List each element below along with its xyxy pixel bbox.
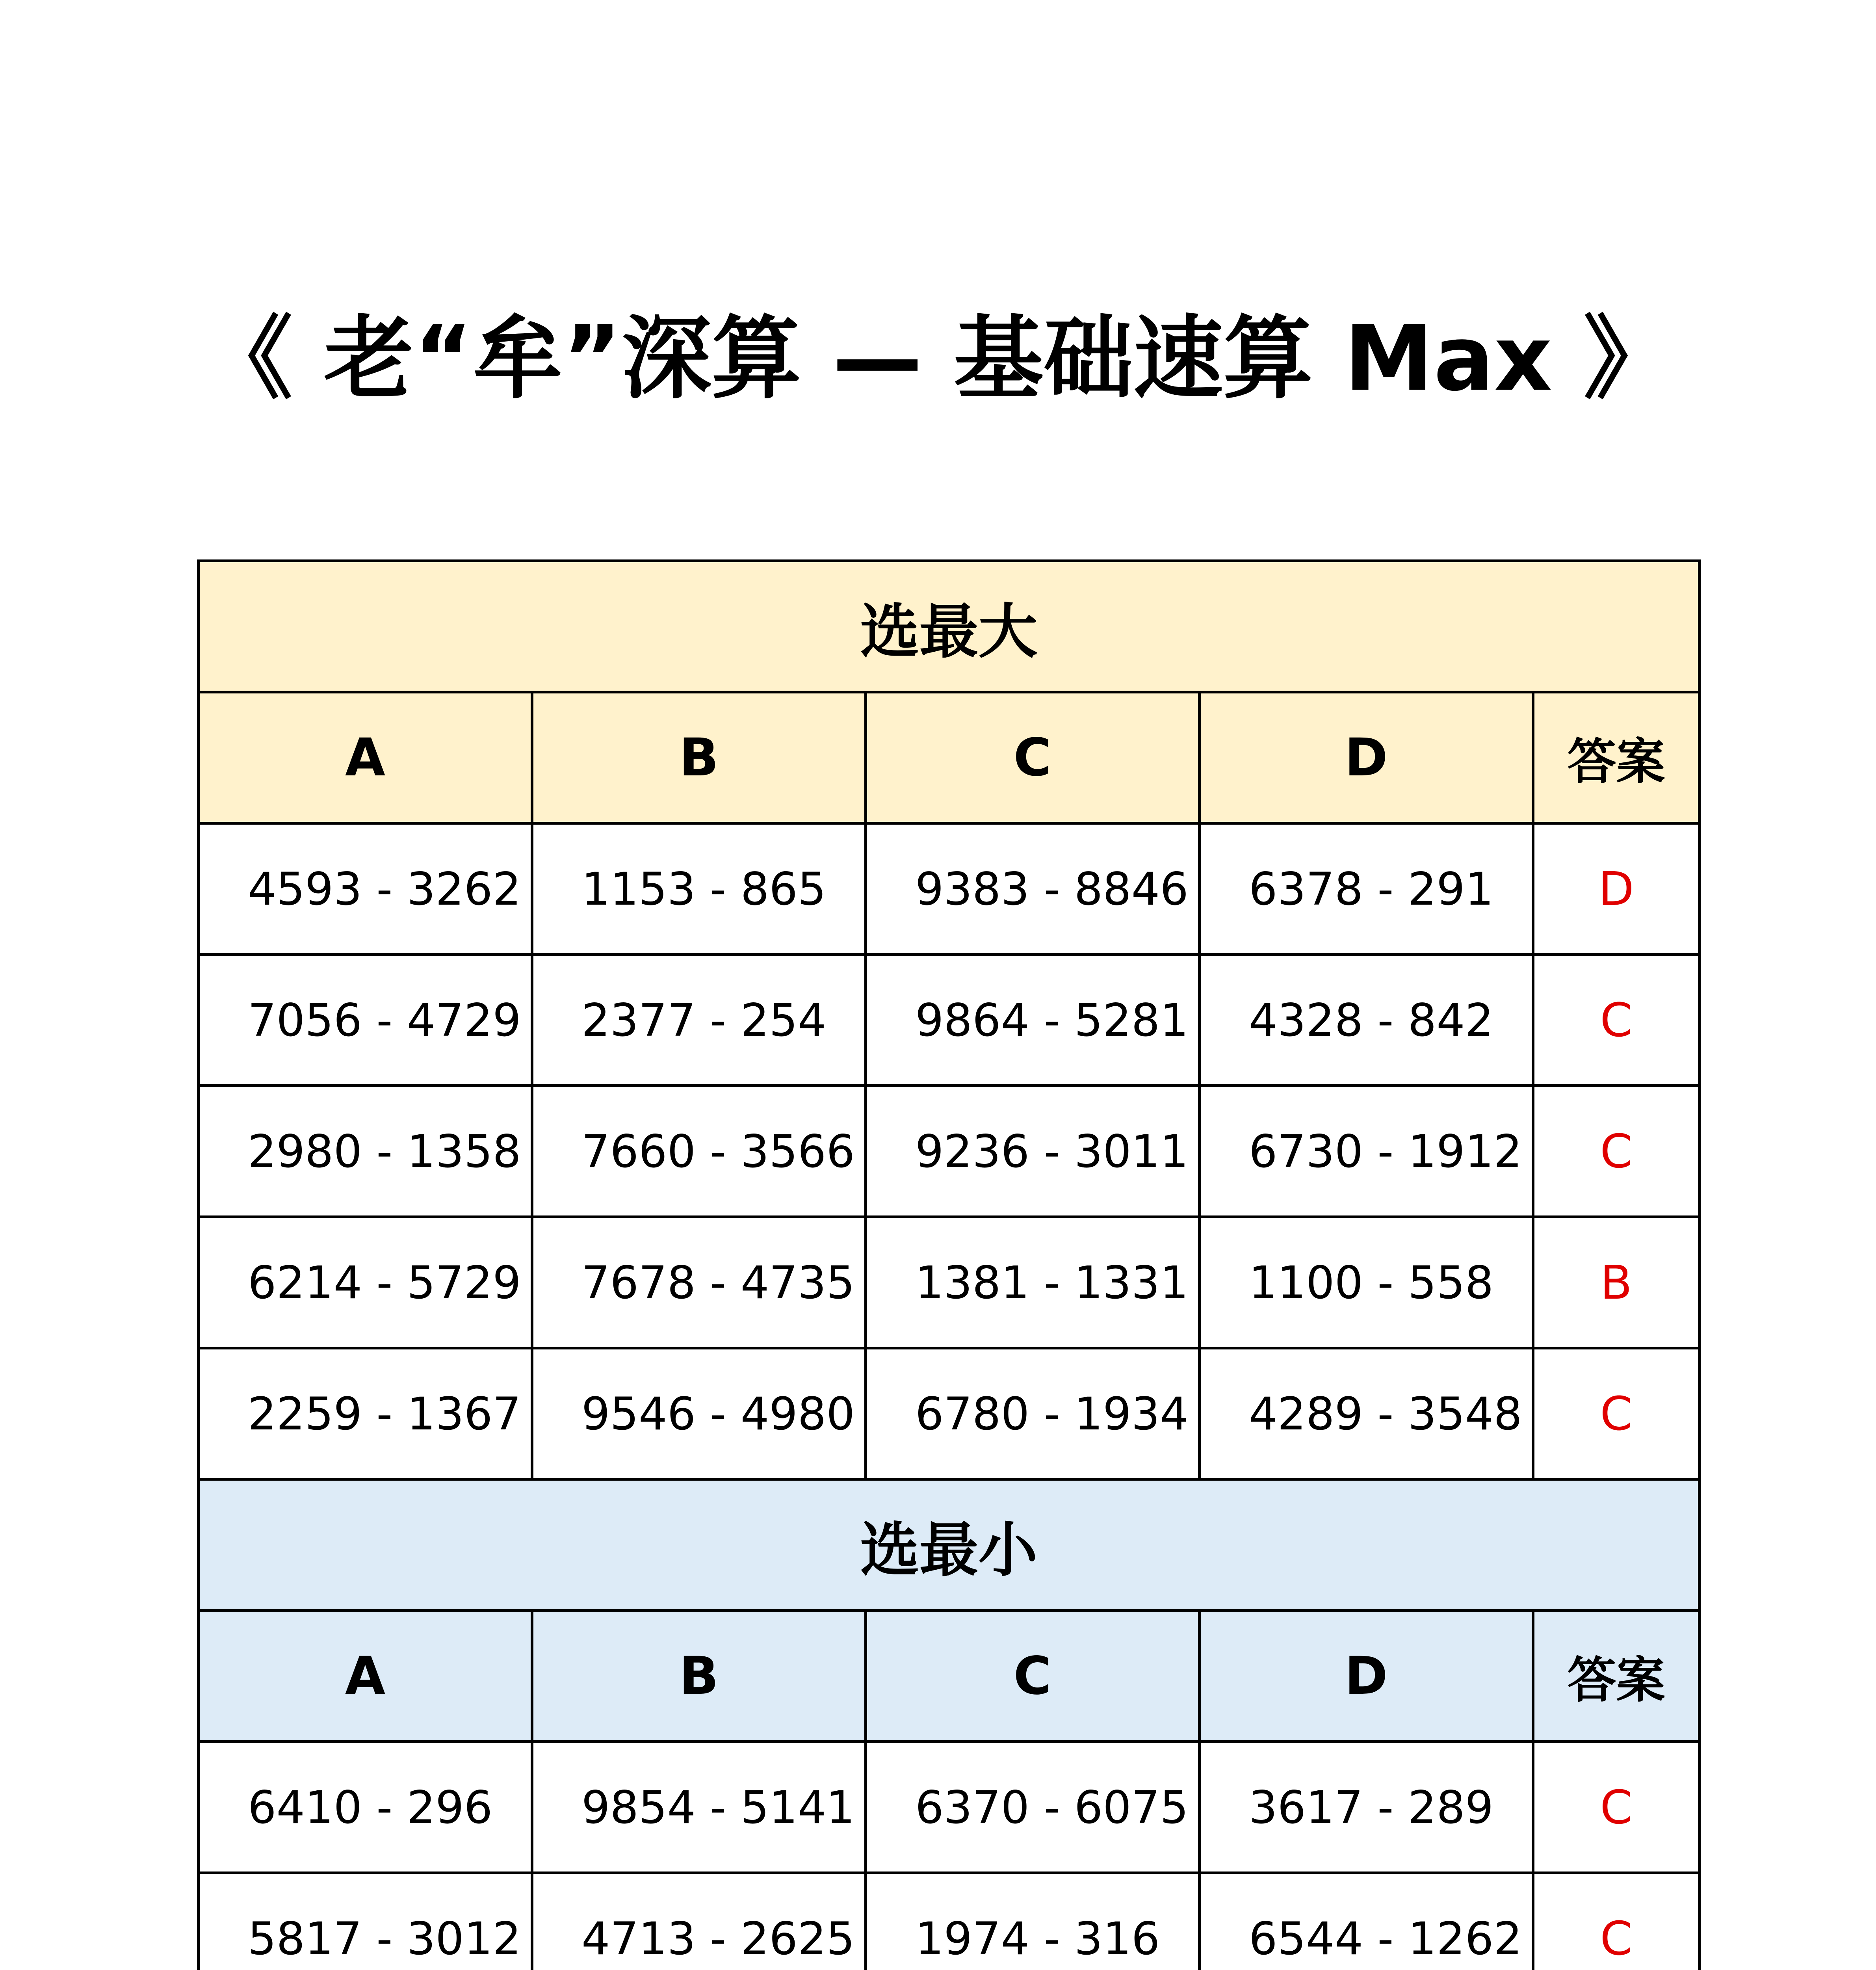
expression-cell: 6730 - 1912 (1200, 1086, 1533, 1217)
column-header-b: B (532, 1611, 866, 1742)
expression-cell: 6370 - 6075 (866, 1742, 1200, 1873)
table-row (199, 955, 1700, 1086)
table-row (199, 1742, 1700, 1873)
answer-cell: C (1533, 1348, 1700, 1479)
expression-cell: 2259 - 1367 (199, 1348, 532, 1479)
expression-cell: 4289 - 3548 (1200, 1348, 1533, 1479)
section-max (199, 561, 1700, 1479)
answer-cell: C (1533, 1742, 1700, 1873)
section-title-row (199, 561, 1700, 692)
section-title: 选最大 (199, 561, 1700, 692)
expression-cell: 9546 - 4980 (532, 1348, 866, 1479)
expression-cell: 6780 - 1934 (866, 1348, 1200, 1479)
expression-cell: 9864 - 5281 (866, 955, 1200, 1086)
expression-cell: 4713 - 2625 (532, 1873, 866, 1970)
column-header-c: C (866, 692, 1200, 823)
table-row (199, 823, 1700, 955)
column-header-answer: 答案 (1533, 692, 1700, 823)
expression-cell: 2377 - 254 (532, 955, 866, 1086)
expression-cell: 9383 - 8846 (866, 823, 1200, 955)
page-title: 《 老“牟”深算 — 基础速算 Max 》 (202, 306, 1674, 411)
section-title: 选最小 (199, 1479, 1700, 1611)
table-row (199, 1873, 1700, 1970)
expression-cell: 6214 - 5729 (199, 1217, 532, 1348)
expression-cell: 4328 - 842 (1200, 955, 1533, 1086)
expression-cell: 3617 - 289 (1200, 1742, 1533, 1873)
section-min (199, 1479, 1700, 1970)
section-title-row (199, 1479, 1700, 1611)
worksheet-table (197, 559, 1701, 1970)
column-header-d: D (1200, 692, 1533, 823)
column-header-row (199, 692, 1700, 823)
expression-cell: 1381 - 1331 (866, 1217, 1200, 1348)
expression-cell: 7660 - 3566 (532, 1086, 866, 1217)
expression-cell: 1974 - 316 (866, 1873, 1200, 1970)
expression-cell: 7678 - 4735 (532, 1217, 866, 1348)
expression-cell: 5817 - 3012 (199, 1873, 532, 1970)
column-header-answer: 答案 (1533, 1611, 1700, 1742)
answer-cell: C (1533, 1086, 1700, 1217)
expression-cell: 6410 - 296 (199, 1742, 532, 1873)
expression-cell: 7056 - 4729 (199, 955, 532, 1086)
expression-cell: 2980 - 1358 (199, 1086, 532, 1217)
column-header-d: D (1200, 1611, 1533, 1742)
table-row (199, 1086, 1700, 1217)
answer-cell: D (1533, 823, 1700, 955)
expression-cell: 1153 - 865 (532, 823, 866, 955)
table-row (199, 1217, 1700, 1348)
column-header-c: C (866, 1611, 1200, 1742)
column-header-a: A (199, 1611, 532, 1742)
expression-cell: 9854 - 5141 (532, 1742, 866, 1873)
column-header-row (199, 1611, 1700, 1742)
expression-cell: 1100 - 558 (1200, 1217, 1533, 1348)
answer-cell: C (1533, 955, 1700, 1086)
column-header-a: A (199, 692, 532, 823)
expression-cell: 6378 - 291 (1200, 823, 1533, 955)
expression-cell: 6544 - 1262 (1200, 1873, 1533, 1970)
expression-cell: 4593 - 3262 (199, 823, 532, 955)
answer-cell: C (1533, 1873, 1700, 1970)
column-header-b: B (532, 692, 866, 823)
answer-cell: B (1533, 1217, 1700, 1348)
table-row (199, 1348, 1700, 1479)
expression-cell: 9236 - 3011 (866, 1086, 1200, 1217)
